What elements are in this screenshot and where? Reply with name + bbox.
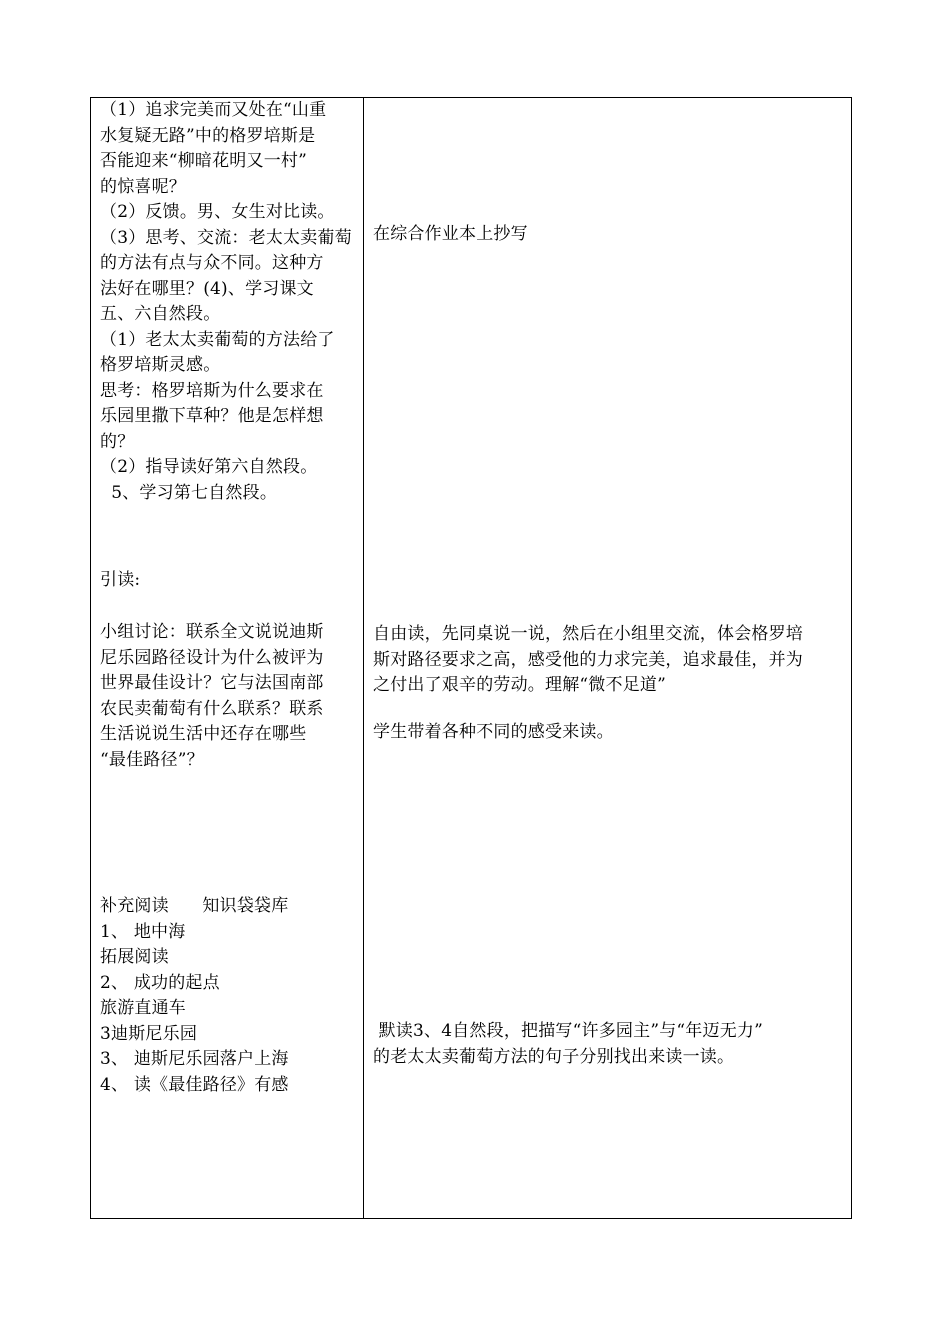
text-line: 1、 地中海	[100, 921, 186, 942]
feeling-read-text: 学生带着各种不同的感受来读。	[373, 722, 614, 742]
teaching-steps-block	[100, 98, 358, 506]
lesson-table	[90, 97, 852, 1219]
text-line: 农民卖葡萄有什么联系？联系	[100, 698, 324, 719]
text-line: 的？	[100, 431, 135, 452]
text-line: 自由读，先同桌说一说，然后在小组里交流，体会格罗培	[373, 624, 803, 644]
intro-reading-label: 引读:	[100, 570, 141, 590]
text-line: 尼乐园路径设计为什么被评为	[100, 647, 324, 668]
group-discussion-block	[100, 620, 358, 773]
text-line: 小组讨论：联系全文说说迪斯	[100, 622, 324, 642]
text-line: 补充阅读 知识袋袋库	[100, 896, 289, 916]
text-line: （3）思考、交流：老太太卖葡萄	[100, 227, 352, 248]
free-read-block	[373, 622, 845, 699]
text-line: 之付出了艰辛的劳动。理解“微不足道”	[373, 675, 666, 695]
text-line: 的方法有点与众不同。这种方	[100, 253, 324, 273]
text-line: （1）老太太卖葡萄的方法给了	[100, 329, 335, 350]
text-line: 水复疑无路”中的格罗培斯是	[100, 125, 316, 146]
copy-task-text: 在综合作业本上抄写	[373, 224, 528, 244]
text-line: 2、 成功的起点	[100, 972, 220, 993]
text-line: 世界最佳设计？它与法国南部	[100, 673, 324, 693]
text-line: 拓展阅读	[100, 947, 169, 967]
text-line: 的老太太卖葡萄方法的句子分别找出来读一读。	[373, 1046, 735, 1067]
text-line: 默读3、4自然段，把描写“许多园主”与“年迈无力”	[373, 1021, 763, 1041]
text-line: 法好在哪里？(4)、学习课文	[100, 278, 314, 299]
text-line: 否能迎来“柳暗花明又一村”	[100, 151, 307, 171]
text-line: 五、六自然段。	[100, 304, 221, 324]
text-line: 3、 迪斯尼乐园落户上海	[100, 1049, 289, 1069]
text-line: 4、 读《最佳路径》有感	[100, 1074, 289, 1095]
text-line: “最佳路径”？	[100, 749, 204, 770]
text-line: 乐园里撒下草种？他是怎样想	[100, 406, 324, 426]
text-line: 格罗培斯灵感。	[100, 355, 221, 375]
text-line: （2）反馈。男、女生对比读。	[100, 202, 335, 222]
column-divider	[363, 98, 364, 1218]
text-line: 思考：格罗培斯为什么要求在	[100, 380, 324, 401]
text-line: （2）指导读好第六自然段。	[100, 457, 318, 477]
text-line: 3迪斯尼乐园	[100, 1023, 198, 1044]
text-line: 生活说说生活中还存在哪些	[100, 724, 307, 744]
text-line: （1）追求完美而又处在“山重	[100, 100, 327, 120]
text-line: 5、学习第七自然段。	[100, 482, 278, 503]
text-line: 的惊喜呢？	[100, 176, 186, 197]
text-line: 旅游直通车	[100, 998, 186, 1018]
text-line: 斯对路径要求之高，感受他的力求完美，追求最佳，并为	[373, 649, 803, 670]
extension-reading-block	[100, 894, 358, 1098]
silent-read-block	[373, 1019, 845, 1070]
